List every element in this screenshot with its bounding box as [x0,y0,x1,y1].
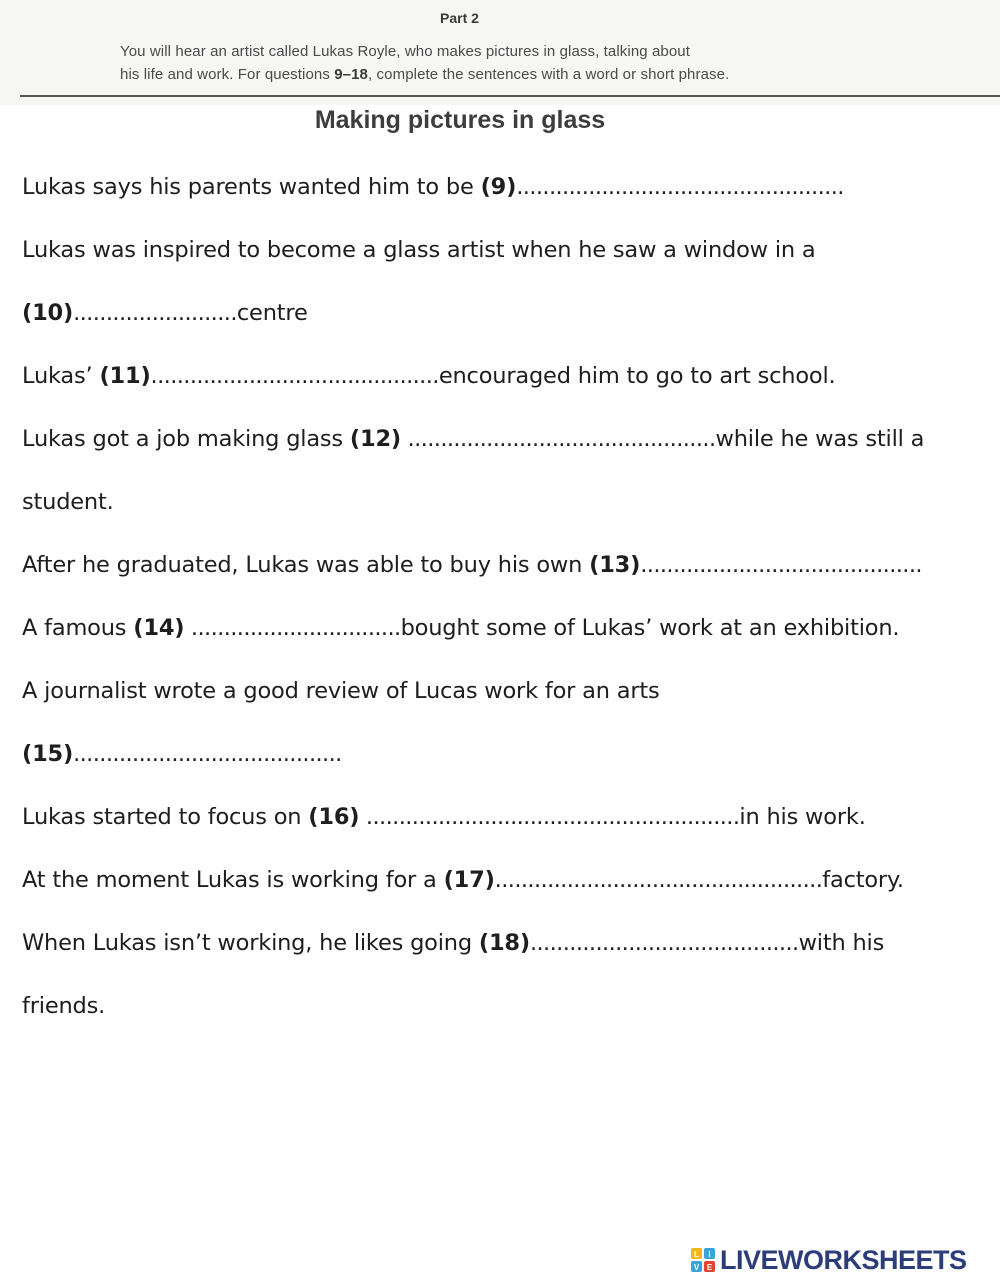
sentence-line [22,552,922,578]
answer-blank-10[interactable]: ......................... [73,300,237,326]
sentence-text: Lukas says his parents wanted him to be [22,174,481,200]
sentence-line [22,300,308,326]
question-number: (15) [22,741,74,767]
sentence-text: encouraged him to go to art school. [438,363,836,389]
sentence-text: Lukas got a job making glass [22,426,350,452]
question-number: (10) [22,300,74,326]
question-number: (12) [349,426,401,452]
svg-text:L: L [694,1250,699,1259]
sentence-text: Lukas was inspired to become a glass artist when he saw a window in a [22,237,816,263]
sentence-text: Lukas’ [22,363,100,389]
answer-blank-17[interactable]: .................................................. [494,867,823,893]
liveworksheets-brand[interactable] [690,1244,967,1276]
answer-blank-16[interactable]: ......................................................... [359,804,740,830]
instruction-line-2: his life and work. For questions 9–18, complete the sentences with a word or short phrase. [120,66,730,83]
question-number: (17) [443,867,495,893]
answer-blank-11[interactable]: ............................................ [150,363,439,389]
sentence-line [22,237,816,263]
sentence-text: centre [236,300,308,326]
sentence-text: with his [798,930,885,956]
sentence-text: friends. [22,993,106,1019]
sentence-line [22,867,904,893]
liveworksheets-logo-icon [690,1247,716,1273]
sentence-text: student. [22,489,114,515]
svg-text:E: E [706,1263,713,1272]
answer-blank-9[interactable]: .................................................. [516,174,844,200]
brand-text: LIVEWORKSHEETS [720,1244,967,1275]
sentence-line [22,489,114,515]
question-number: (16) [308,804,360,830]
sentence-line [22,615,899,641]
sentence-line [22,426,924,452]
sentence-line [22,741,342,767]
sentence-text: A famous [22,615,134,641]
answer-blank-13[interactable]: ........................................... [640,552,922,578]
question-number: (14) [133,615,185,641]
sentence-line [22,363,836,389]
instruction-line-1: You will hear an artist called Lukas Royle, who makes pictures in glass, talking about [120,43,691,60]
answer-blank-14[interactable]: ................................ [184,615,401,641]
sentence-text: factory. [822,867,904,893]
answer-blank-12[interactable]: ............................................... [401,426,716,452]
answer-blank-15[interactable]: ......................................... [73,741,342,767]
sentence-text: bought some of Lukas’ work at an exhibition. [400,615,900,641]
page-title: Making pictures in glass [314,106,606,134]
sentence-text: When Lukas isn’t working, he likes going [22,930,479,956]
sentence-line [22,993,105,1019]
sentence-text: in his work. [739,804,866,830]
question-number: (18) [478,930,530,956]
question-range: 9–18 [334,66,369,83]
answer-blank-18[interactable]: ......................................... [529,930,799,956]
instructions [120,40,880,86]
question-number: (9) [480,174,517,200]
sentence-line [22,174,844,200]
sentence-text: After he graduated, Lukas was able to buy his own [22,552,590,578]
sentence-line [22,804,866,830]
svg-text:V: V [693,1263,700,1272]
svg-text:I: I [708,1250,711,1259]
sentence-text: At the moment Lukas is working for a [22,867,444,893]
sentence-line [22,930,884,956]
sentence-text: while he was still a [715,426,925,452]
question-number: (11) [99,363,151,389]
header-divider [20,95,1000,97]
part-label: Part 2 [440,10,479,26]
sentence-line [22,678,660,704]
question-number: (13) [589,552,641,578]
sentence-text: A journalist wrote a good review of Lucas work for an arts [22,678,660,704]
sentence-text: Lukas started to focus on [22,804,309,830]
